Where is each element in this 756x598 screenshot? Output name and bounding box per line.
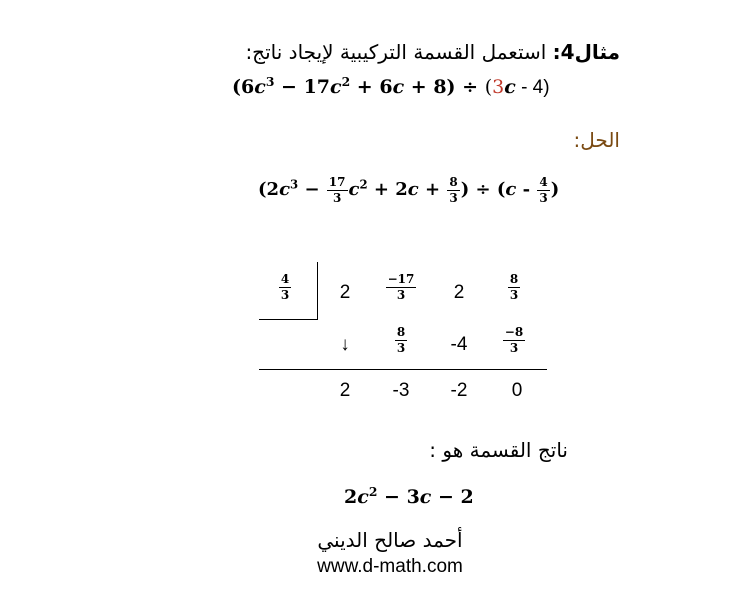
down-arrow: ↓ xyxy=(340,334,350,355)
fraction: $\frac{8}{3}$ xyxy=(449,175,458,205)
sum-cell: -3 xyxy=(392,380,410,401)
result-label: ناتج القسمة هو : xyxy=(429,438,568,462)
product-cell: $\frac{-8}{3}$ xyxy=(504,325,524,355)
coefficient-cell: 2 xyxy=(339,282,351,303)
example-expression: $(6c^3 - 17c^2 + 6c + 8) \div (3c - 4)$ xyxy=(232,74,550,98)
solution-label: الحل: xyxy=(573,128,620,152)
fraction: $\frac{17}{3}$ xyxy=(328,175,346,205)
example-heading xyxy=(245,40,620,64)
sum-cell: -2 xyxy=(450,380,468,401)
coefficient-cell: $\frac{-17}{3}$ xyxy=(387,272,415,302)
product-cell: $\frac{8}{3}$ xyxy=(396,325,406,355)
sum-line xyxy=(259,369,547,370)
coefficient-cell: $\frac{8}{3}$ xyxy=(509,272,519,302)
solution-expression: ($2c^3$ − $\frac{17}{3}$ $c^2 + 2c$ + $\frac{8}{3}$ ) ÷ (c - $\frac{4}{3}$ ) xyxy=(258,175,560,205)
fraction: $\frac{4}{3}$ xyxy=(539,175,548,205)
example-label: مثال4: xyxy=(552,40,620,64)
author-name: أحمد صالح الديني xyxy=(317,528,463,552)
remainder-cell: 0 xyxy=(511,380,523,401)
example-prompt: استعمل القسمة التركيبية لإيجاد ناتج: xyxy=(245,40,547,64)
divisor-horizontal-line xyxy=(259,319,318,320)
website-link[interactable]: www.d-math.com xyxy=(317,556,463,577)
coefficient-cell: 2 xyxy=(453,282,465,303)
product-cell: -4 xyxy=(450,334,468,355)
divisor-vertical-line xyxy=(317,262,318,320)
result-expression: $2c^2 - 3c - 2$ xyxy=(344,484,474,508)
divisor-value: $\frac{4}{3}$ xyxy=(280,272,290,302)
sum-cell: 2 xyxy=(339,380,351,401)
divisor-coefficient: 3 xyxy=(492,76,505,98)
